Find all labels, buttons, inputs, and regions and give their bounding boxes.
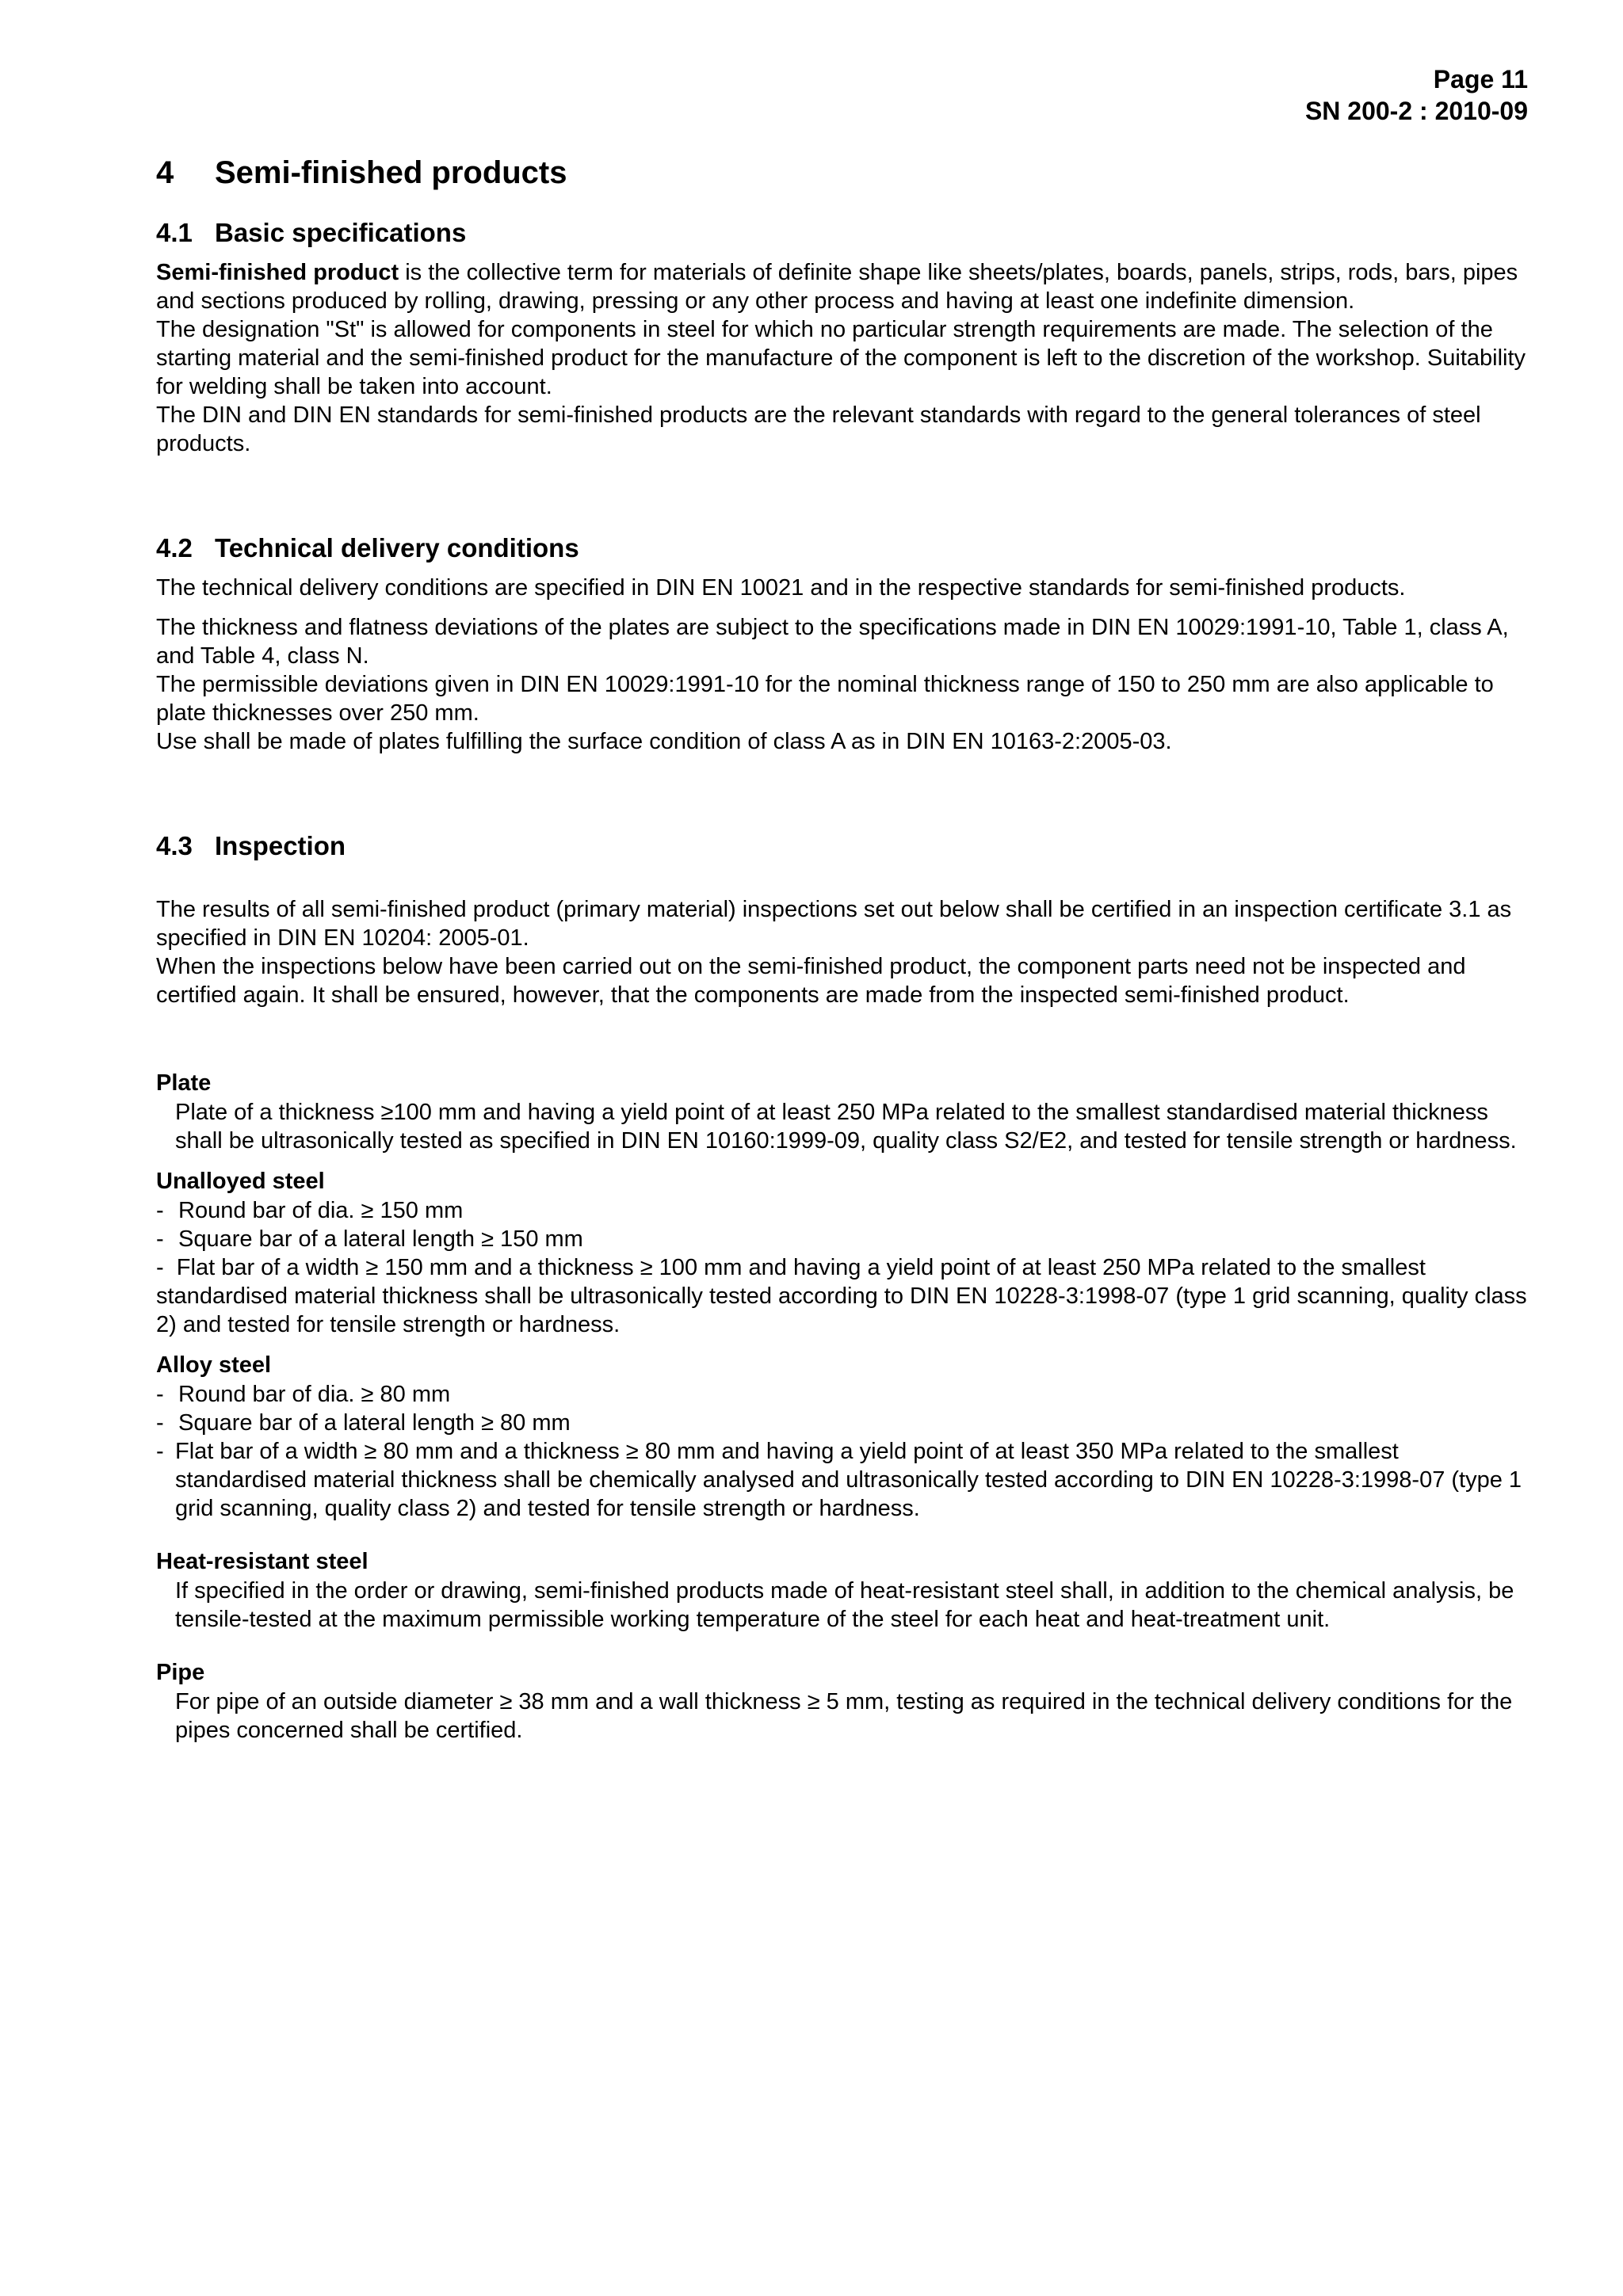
section-number: 4.3 bbox=[156, 831, 193, 860]
section-title: Basic specifications bbox=[215, 218, 467, 247]
list-item-text: Flat bar of a width ≥ 150 mm and a thickness ≥ 100 mm and having a yield point of at least 250 MPa related to the smallest standardised material thickness shall be ultrasonically tested according to DIN EN 10228-3:1998-07 (type 1 grid scanning, quality class 2) and tested for tensile strength or hardness. bbox=[156, 1255, 1527, 1337]
pipe-heading: Pipe bbox=[156, 1660, 205, 1685]
section-number: 4.1 bbox=[156, 218, 193, 247]
paragraph: When the inspections below have been carried out on the semi-finished product, the component parts need not be inspected and certified again. It shall be ensured, however, that the components are made from the inspected semi-finished product. bbox=[156, 954, 1466, 1008]
heat-resistant-steel-heading: Heat-resistant steel bbox=[156, 1549, 369, 1574]
list-item-text: Flat bar of a width ≥ 80 mm and a thickness ≥ 80 mm and having a yield point of at least 350 MPa related to the smallest standardised material thickness shall be chemically analysed and ultrasonically tested according to DIN EN 10228-3:1998-07 (type 1 grid scanning, quality class 2) and tested for tensile strength or hardness. bbox=[175, 1439, 1522, 1521]
chapter-number: 4 bbox=[156, 155, 174, 190]
term-bold: Semi-finished product bbox=[156, 260, 399, 285]
dash-marker: - bbox=[156, 1439, 164, 1464]
dash-marker: - bbox=[156, 1382, 164, 1407]
section-4-3-heading bbox=[156, 829, 1527, 864]
paragraph: The permissible deviations given in DIN EN 10029:1991-10 for the nominal thickness range of 150 to 250 mm are also applicable to plate thicknesses over 250 mm. bbox=[156, 672, 1494, 726]
dash-marker: - bbox=[156, 1410, 164, 1436]
document-id: SN 200-2 : 2010-09 bbox=[1304, 97, 1528, 125]
paragraph: The designation "St" is allowed for components in steel for which no particular strength requirements are made. The selection of the starting material and the semi-finished product for the manufacture of the component is left to the discretion of the workshop. Suitability for welding shall be taken into account. bbox=[156, 317, 1526, 399]
section-4-1-heading bbox=[156, 215, 1527, 250]
heat-resistant-text: If specified in the order or drawing, semi-finished products made of heat-resistant steel shall, in addition to the chemical analysis, be tensile-tested at the maximum permissible working temperature of the steel for each heat and heat-treatment unit. bbox=[175, 1578, 1514, 1632]
paragraph-text: is the collective term for materials of definite shape like sheets/plates, boards, panels, strips, rods, bars, pipes and sections produced by rolling, drawing, pressing or any other process and having at least one indefinite dimension. bbox=[156, 260, 1518, 314]
paragraph bbox=[156, 258, 1527, 315]
section-title: Technical delivery conditions bbox=[215, 533, 579, 563]
dash-marker: - bbox=[156, 1226, 164, 1252]
paragraph: The results of all semi-finished product (primary material) inspections set out below shall be certified in an inspection certificate 3.1 as specified in DIN EN 10204: 2005-01. bbox=[156, 897, 1512, 951]
plate-text: Plate of a thickness ≥100 mm and having a yield point of at least 250 MPa related to the smallest standardised material thickness shall be ultrasonically tested as specified in DIN EN 10160:1999-09, quality class S2/E2, and tested for tensile strength or hardness. bbox=[175, 1100, 1517, 1154]
chapter-heading bbox=[156, 151, 1527, 195]
alloy-steel-heading: Alloy steel bbox=[156, 1352, 272, 1378]
list-item bbox=[156, 1196, 1527, 1225]
plate-heading: Plate bbox=[156, 1070, 212, 1096]
section-4-2-heading bbox=[156, 531, 1527, 566]
unalloyed-steel-heading: Unalloyed steel bbox=[156, 1169, 325, 1194]
list-item bbox=[156, 1253, 1527, 1339]
paragraph: The technical delivery conditions are specified in DIN EN 10021 and in the respective standards for semi-finished products. bbox=[156, 575, 1406, 601]
document-body bbox=[156, 151, 1527, 1745]
list-item-text: Square bar of a lateral length ≥ 80 mm bbox=[178, 1410, 571, 1436]
paragraph: The DIN and DIN EN standards for semi-finished products are the relevant standards with regard to the general tolerances of steel products. bbox=[156, 402, 1481, 456]
paragraph: Use shall be made of plates fulfilling the surface condition of class A as in DIN EN 10163-2:2005-03. bbox=[156, 729, 1172, 754]
page-number: Page 11 bbox=[1433, 65, 1528, 93]
pipe-text: For pipe of an outside diameter ≥ 38 mm and a wall thickness ≥ 5 mm, testing as required in the technical delivery conditions for the pipes concerned shall be certified. bbox=[175, 1689, 1513, 1743]
section-title: Inspection bbox=[215, 831, 346, 860]
list-item-text: Round bar of dia. ≥ 80 mm bbox=[178, 1382, 451, 1407]
list-item bbox=[156, 1437, 1527, 1523]
dash-marker: - bbox=[156, 1198, 164, 1223]
list-item bbox=[156, 1225, 1527, 1253]
section-number: 4.2 bbox=[156, 533, 193, 563]
chapter-title: Semi-finished products bbox=[215, 155, 567, 190]
dash-marker: - bbox=[156, 1255, 164, 1280]
list-item bbox=[156, 1409, 1527, 1437]
list-item-text: Square bar of a lateral length ≥ 150 mm bbox=[178, 1226, 583, 1252]
list-item bbox=[156, 1380, 1527, 1409]
list-item-text: Round bar of dia. ≥ 150 mm bbox=[178, 1198, 464, 1223]
paragraph: The thickness and flatness deviations of the plates are subject to the specifications made in DIN EN 10029:1991-10, Table 1, class A, and Table 4, class N. bbox=[156, 615, 1509, 669]
page-header bbox=[1305, 63, 1528, 127]
